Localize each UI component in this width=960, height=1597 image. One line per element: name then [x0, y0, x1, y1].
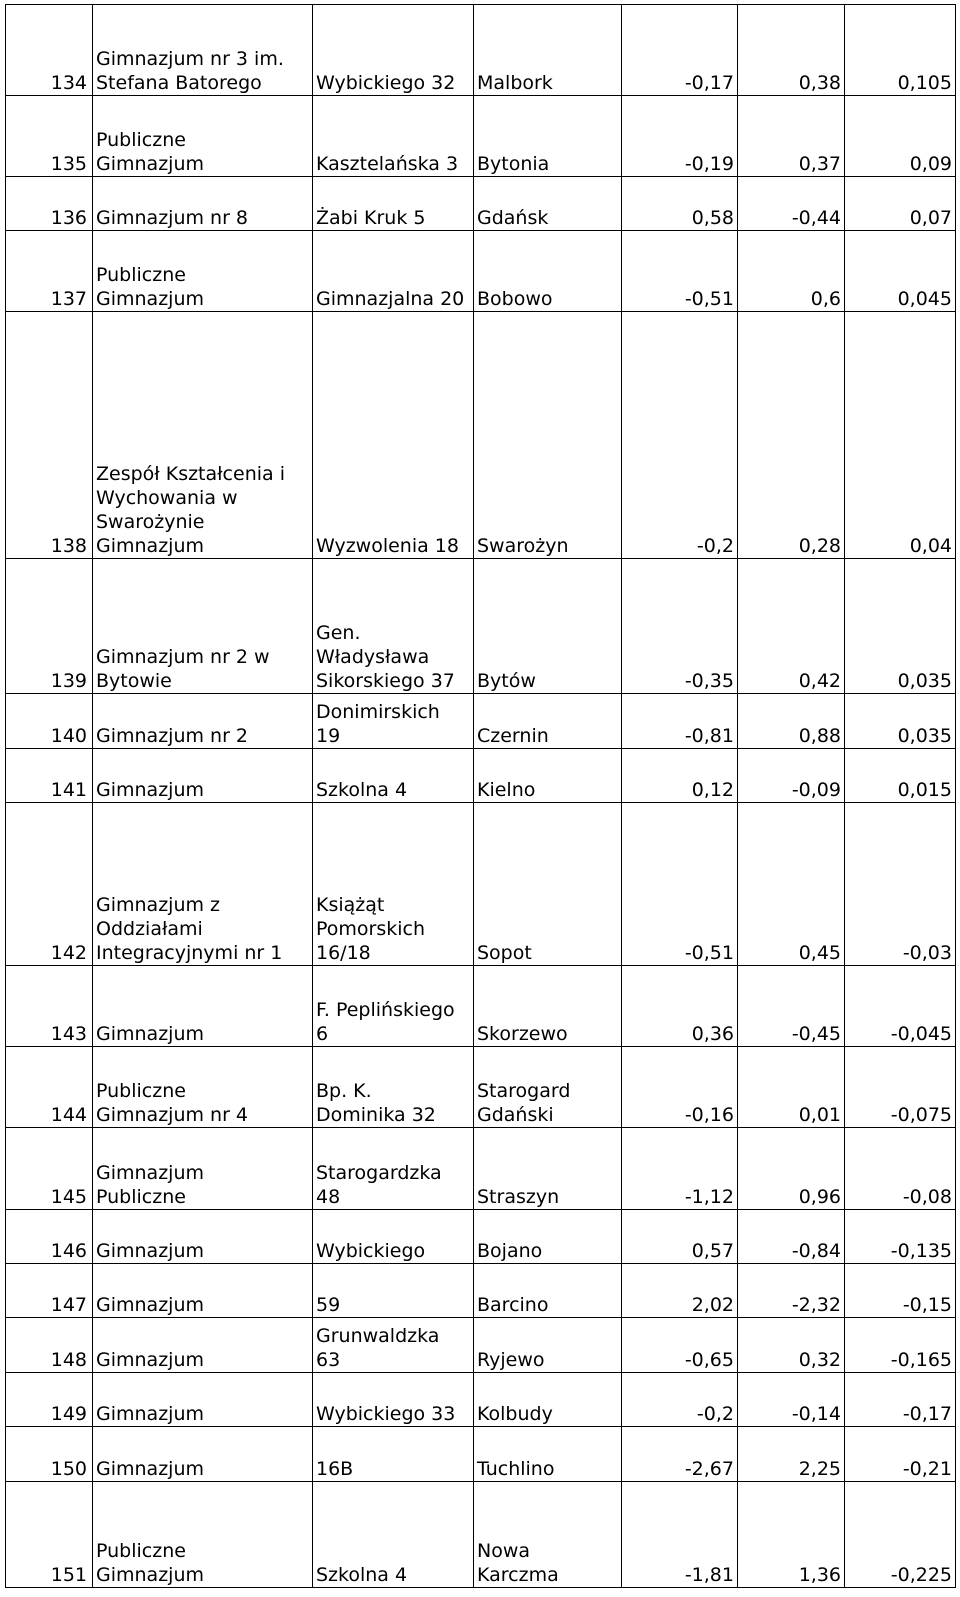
street-address-cell: Szkolna 4	[313, 749, 474, 803]
value-1-cell: 2,02	[622, 1264, 738, 1318]
table-row	[6, 1264, 956, 1318]
value-1-cell: -0,51	[622, 231, 738, 312]
school-name-cell: Gimnazjum nr 8	[93, 177, 313, 231]
school-name-cell: Gimnazjum nr 2 w Bytowie	[93, 559, 313, 694]
value-2-cell: -0,84	[738, 1210, 845, 1264]
street-address-cell: Wybickiego 32	[313, 5, 474, 96]
street-address-cell: Wybickiego	[313, 1210, 474, 1264]
row-number-cell: 141	[6, 749, 93, 803]
row-number-cell: 135	[6, 96, 93, 177]
value-3-cell: 0,04	[845, 312, 956, 559]
value-2-cell: 0,32	[738, 1318, 845, 1373]
value-3-cell: -0,21	[845, 1427, 956, 1482]
row-number-cell: 139	[6, 559, 93, 694]
school-name-cell: Gimnazjum nr 2	[93, 694, 313, 749]
value-1-cell: -0,17	[622, 5, 738, 96]
row-number-cell: 134	[6, 5, 93, 96]
city-cell: Straszyn	[474, 1128, 622, 1210]
value-3-cell: -0,075	[845, 1047, 956, 1128]
value-2-cell: 1,36	[738, 1482, 845, 1588]
value-2-cell: 0,42	[738, 559, 845, 694]
street-address-cell: Kasztelańska 3	[313, 96, 474, 177]
value-3-cell: 0,035	[845, 559, 956, 694]
value-3-cell: 0,045	[845, 231, 956, 312]
row-number-cell: 148	[6, 1318, 93, 1373]
school-name-cell: Gimnazjum	[93, 1373, 313, 1427]
value-1-cell: -0,65	[622, 1318, 738, 1373]
value-1-cell: -0,16	[622, 1047, 738, 1128]
table-row	[6, 1318, 956, 1373]
row-number-cell: 147	[6, 1264, 93, 1318]
table-row	[6, 5, 956, 96]
row-number-cell: 151	[6, 1482, 93, 1588]
street-address-cell: Książąt Pomorskich 16/18	[313, 803, 474, 966]
table-row	[6, 966, 956, 1047]
city-cell: Nowa Karczma	[474, 1482, 622, 1588]
table-row	[6, 177, 956, 231]
row-number-cell: 138	[6, 312, 93, 559]
value-1-cell: 0,58	[622, 177, 738, 231]
street-address-cell: Żabi Kruk 5	[313, 177, 474, 231]
city-cell: Kolbudy	[474, 1373, 622, 1427]
value-1-cell: -0,2	[622, 312, 738, 559]
table-row	[6, 694, 956, 749]
value-1-cell: -0,19	[622, 96, 738, 177]
value-2-cell: -0,09	[738, 749, 845, 803]
table-row	[6, 312, 956, 559]
city-cell: Tuchlino	[474, 1427, 622, 1482]
value-2-cell: 0,45	[738, 803, 845, 966]
value-2-cell: 0,37	[738, 96, 845, 177]
street-address-cell: Grunwaldzka 63	[313, 1318, 474, 1373]
table-body	[6, 5, 956, 1588]
value-3-cell: -0,17	[845, 1373, 956, 1427]
row-number-cell: 149	[6, 1373, 93, 1427]
value-2-cell: 0,6	[738, 231, 845, 312]
street-address-cell: F. Peplińskiego 6	[313, 966, 474, 1047]
value-3-cell: -0,08	[845, 1128, 956, 1210]
city-cell: Swarożyn	[474, 312, 622, 559]
value-3-cell: -0,165	[845, 1318, 956, 1373]
value-1-cell: -2,67	[622, 1427, 738, 1482]
street-address-cell: Starogardzka 48	[313, 1128, 474, 1210]
value-2-cell: -2,32	[738, 1264, 845, 1318]
row-number-cell: 140	[6, 694, 93, 749]
value-2-cell: 0,38	[738, 5, 845, 96]
value-2-cell: -0,45	[738, 966, 845, 1047]
value-1-cell: 0,36	[622, 966, 738, 1047]
value-3-cell: -0,03	[845, 803, 956, 966]
street-address-cell: Gimnazjalna 20	[313, 231, 474, 312]
city-cell: Gdańsk	[474, 177, 622, 231]
value-1-cell: 0,57	[622, 1210, 738, 1264]
school-name-cell: Publiczne Gimnazjum nr 4	[93, 1047, 313, 1128]
value-1-cell: -0,51	[622, 803, 738, 966]
city-cell: Kielno	[474, 749, 622, 803]
school-name-cell: Publiczne Gimnazjum	[93, 96, 313, 177]
value-3-cell: -0,15	[845, 1264, 956, 1318]
city-cell: Malbork	[474, 5, 622, 96]
value-3-cell: 0,09	[845, 96, 956, 177]
school-name-cell: Gimnazjum	[93, 1264, 313, 1318]
city-cell: Czernin	[474, 694, 622, 749]
school-name-cell: Zespół Kształcenia i Wychowania w Swarożynie Gimnazjum	[93, 312, 313, 559]
table-row	[6, 1210, 956, 1264]
school-name-cell: Publiczne Gimnazjum	[93, 1482, 313, 1588]
value-3-cell: -0,135	[845, 1210, 956, 1264]
row-number-cell: 150	[6, 1427, 93, 1482]
value-2-cell: 0,96	[738, 1128, 845, 1210]
school-name-cell: Gimnazjum	[93, 749, 313, 803]
street-address-cell: 59	[313, 1264, 474, 1318]
row-number-cell: 142	[6, 803, 93, 966]
value-3-cell: 0,015	[845, 749, 956, 803]
school-name-cell: Gimnazjum	[93, 1427, 313, 1482]
value-1-cell: -0,2	[622, 1373, 738, 1427]
value-2-cell: 0,88	[738, 694, 845, 749]
city-cell: Bytów	[474, 559, 622, 694]
table-row	[6, 1128, 956, 1210]
city-cell: Skorzewo	[474, 966, 622, 1047]
school-name-cell: Gimnazjum nr 3 im. Stefana Batorego	[93, 5, 313, 96]
street-address-cell: Wybickiego 33	[313, 1373, 474, 1427]
table-row	[6, 1427, 956, 1482]
table-row	[6, 231, 956, 312]
value-1-cell: 0,12	[622, 749, 738, 803]
value-2-cell: -0,14	[738, 1373, 845, 1427]
value-3-cell: -0,045	[845, 966, 956, 1047]
table-row	[6, 1047, 956, 1128]
value-1-cell: -0,35	[622, 559, 738, 694]
value-3-cell: 0,07	[845, 177, 956, 231]
row-number-cell: 145	[6, 1128, 93, 1210]
school-results-table	[5, 4, 956, 1588]
row-number-cell: 136	[6, 177, 93, 231]
table-row	[6, 803, 956, 966]
school-name-cell: Gimnazjum	[93, 966, 313, 1047]
school-name-cell: Gimnazjum	[93, 1318, 313, 1373]
city-cell: Ryjewo	[474, 1318, 622, 1373]
school-name-cell: Gimnazjum	[93, 1210, 313, 1264]
value-3-cell: -0,225	[845, 1482, 956, 1588]
table-row	[6, 96, 956, 177]
street-address-cell: Donimirskich 19	[313, 694, 474, 749]
city-cell: Bobowo	[474, 231, 622, 312]
value-1-cell: -1,81	[622, 1482, 738, 1588]
city-cell: Bojano	[474, 1210, 622, 1264]
city-cell: Bytonia	[474, 96, 622, 177]
table-row	[6, 1482, 956, 1588]
value-3-cell: 0,105	[845, 5, 956, 96]
value-2-cell: 0,28	[738, 312, 845, 559]
value-3-cell: 0,035	[845, 694, 956, 749]
table-row	[6, 1373, 956, 1427]
value-2-cell: -0,44	[738, 177, 845, 231]
city-cell: Starogard Gdański	[474, 1047, 622, 1128]
table-row	[6, 559, 956, 694]
table-row	[6, 749, 956, 803]
school-name-cell: Gimnazjum z Oddziałami Integracyjnymi nr 1	[93, 803, 313, 966]
value-1-cell: -1,12	[622, 1128, 738, 1210]
school-name-cell: Gimnazjum Publiczne	[93, 1128, 313, 1210]
street-address-cell: Gen. Władysława Sikorskiego 37	[313, 559, 474, 694]
school-name-cell: Publiczne Gimnazjum	[93, 231, 313, 312]
row-number-cell: 146	[6, 1210, 93, 1264]
value-1-cell: -0,81	[622, 694, 738, 749]
street-address-cell: Wyzwolenia 18	[313, 312, 474, 559]
street-address-cell: 16B	[313, 1427, 474, 1482]
row-number-cell: 137	[6, 231, 93, 312]
street-address-cell: Szkolna 4	[313, 1482, 474, 1588]
row-number-cell: 144	[6, 1047, 93, 1128]
city-cell: Sopot	[474, 803, 622, 966]
value-2-cell: 2,25	[738, 1427, 845, 1482]
city-cell: Barcino	[474, 1264, 622, 1318]
row-number-cell: 143	[6, 966, 93, 1047]
value-2-cell: 0,01	[738, 1047, 845, 1128]
street-address-cell: Bp. K. Dominika 32	[313, 1047, 474, 1128]
